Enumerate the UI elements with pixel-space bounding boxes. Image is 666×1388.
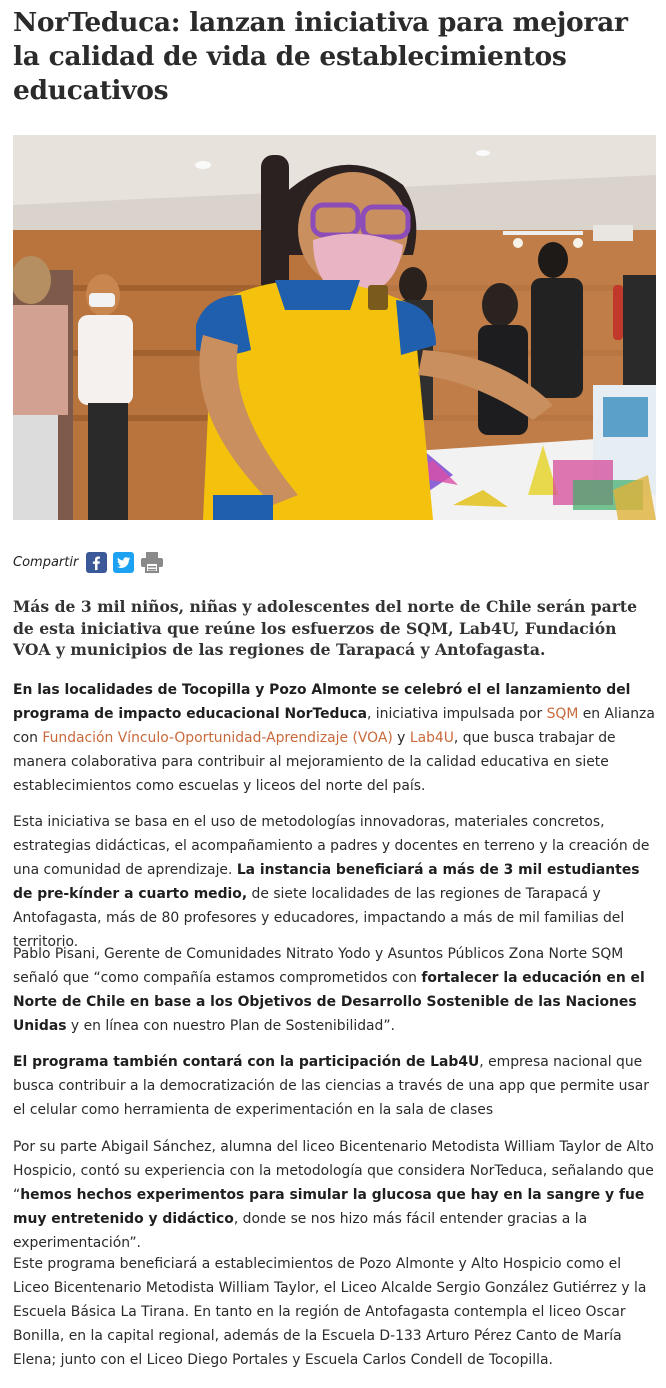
twitter-icon [113,552,134,573]
p6-text-1: Este programa beneficiará a establecimientos de Pozo Almonte y Alto Hospicio como el Liceo Bicentenario Metodista William Taylor, el Liceo Alcalde Sergio González Gutiérrez y la Escuela Básica La Tirana. En tanto en la región de Antofagasta contempla el liceo Oscar Bonilla, en la capital regional, además de la Escuela D-133 Arturo Pérez Canto de María Elena; junto con el Liceo Diego Portales y Escuela Carlos Condell de Tocopilla. [13,1256,647,1368]
paragraph-4 [13,1050,656,1122]
share-bar [13,548,164,576]
paragraph-2 [13,810,656,954]
p2-text-2: de siete localidades de las regiones de Tarapacá y Antofagasta, más de 80 profesores y educadores, impactando a más de mil familias del territorio. [13,886,625,950]
p5-text-1: Por su parte Abigail Sánchez, alumna del liceo Bicentenario Metodista William Taylor de Alto Hospicio, contó su experiencia con la metodología que considera NorTeduca, señalando que “ [13,1139,654,1203]
p1-text-3: y [392,730,410,746]
paragraph-5 [13,1135,656,1255]
article-title: NorTeduca: lanzan iniciativa para mejorar la calidad de vida de establecimientos educativos [13,7,628,106]
twitter-share-button[interactable] [113,552,134,573]
article-lead: Más de 3 mil niños, niñas y adolescentes del norte de Chile serán parte de esta iniciativa que reúne los esfuerzos de SQM, Lab4U, Fundación VOA y municipios de las regiones de Tarapacá y Antofagasta. [13,597,638,659]
link-lab4u[interactable]: Lab4U [409,730,454,746]
p3-bold: fortalecer la educación en el Norte de Chile en base a los Objetivos de Desarrollo Sostenible de las Naciones Unidas [13,970,645,1034]
p1-text-2: en Alianza con [13,706,655,746]
p3-text-2: y en línea con nuestro Plan de Sostenibilidad”. [66,1018,395,1034]
p4-text-1: , empresa nacional que busca contribuir a la democratización de las ciencias a través de una app que permite usar el celular como herramienta de experimentación en la sala de clases [13,1054,649,1118]
p2-text-1: Esta iniciativa se basa en el uso de metodologías innovadoras, materiales concretos, estrategias didácticas, el acompañamiento a padres y docentes en terreno y la creación de una comunidad de aprendizaje. [13,814,650,878]
link-fundacion-voa[interactable]: Fundación Vínculo-Oportunidad-Aprendizaje (VOA) [42,730,393,746]
p3-text-1: Pablo Pisani, Gerente de Comunidades Nitrato Yodo y Asuntos Públicos Zona Norte SQM señaló que “como compañía estamos comprometidos con [13,946,624,986]
p2-bold: La instancia beneficiará a más de 3 mil estudiantes de pre-kínder a cuarto medio, [13,862,640,902]
p4-bold: El programa también contará con la participación de Lab4U [13,1054,480,1070]
p5-text-2: , donde se nos hizo más fácil entender gracias a la experimentación”. [13,1211,588,1251]
printer-icon [140,551,164,573]
paragraph-3 [13,942,656,1038]
p1-bold: En las localidades de Tocopilla y Pozo Almonte se celebró el el lanzamiento del programa de impacto educacional NorTeduca [13,682,631,722]
paragraph-6 [13,1252,656,1372]
facebook-icon [86,552,107,573]
link-sqm[interactable]: SQM [546,706,579,722]
print-button[interactable] [140,551,164,573]
paragraph-1 [13,678,656,798]
hero-photo [13,135,656,520]
share-label: Compartir [13,554,79,570]
p1-text-1: , iniciativa impulsada por [366,706,547,722]
facebook-share-button[interactable] [86,552,107,573]
p1-text-4: , que busca trabajar de manera colaborativa para contribuir al mejoramiento de la calidad educativa en siete establecimientos como escuelas y liceos del norte del país. [13,730,616,794]
p5-bold: hemos hechos experimentos para simular la glucosa que hay en la sangre y fue muy entretenido y didáctico [13,1187,645,1227]
